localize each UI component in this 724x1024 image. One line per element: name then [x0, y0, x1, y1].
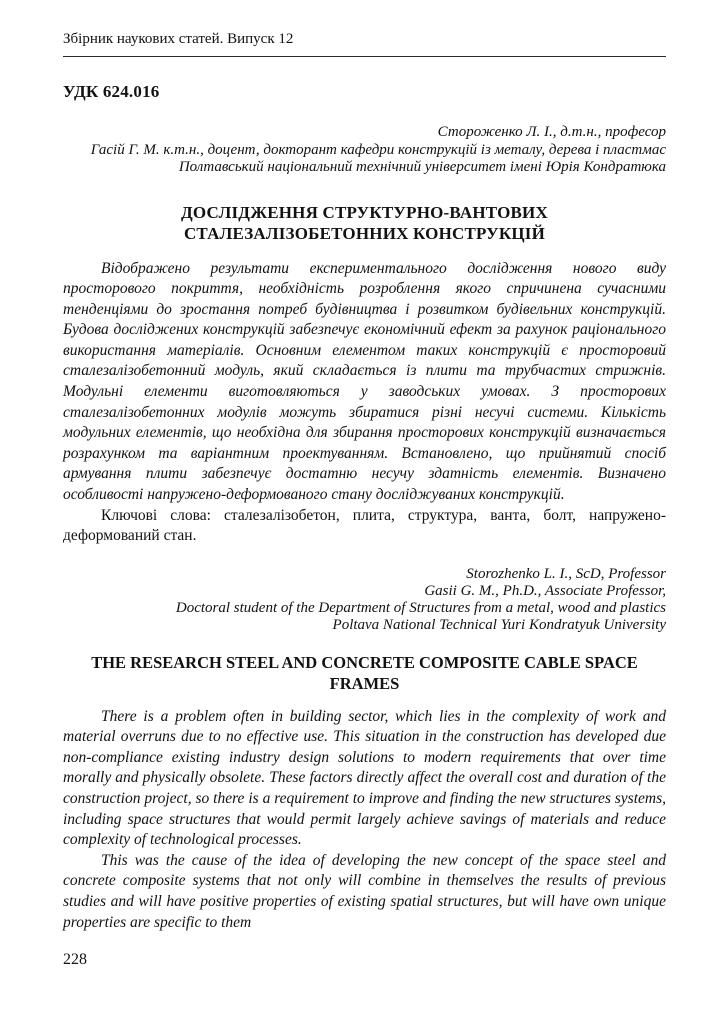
article-title-ua-line-1: ДОСЛІДЖЕННЯ СТРУКТУРНО-ВАНТОВИХ [181, 202, 548, 222]
article-title-ua [63, 202, 666, 244]
author-en-line-1: Storozhenko L. I., ScD, Professor [466, 565, 666, 582]
running-header [63, 30, 666, 57]
running-header-text: Збірник наукових статей. Випуск 12 [63, 31, 294, 47]
author-en-line-4: Poltava National Technical Yuri Kondratyuk University [332, 617, 666, 634]
authors-ua-block [63, 124, 666, 177]
article-title-en-line-1: THE RESEARCH STEEL AND CONCRETE COMPOSITE CABLE SPACE [91, 652, 638, 672]
author-ua-line-1: Стороженко Л. І., д.т.н., професор [437, 124, 666, 140]
article-title-ua-line-2: СТАЛЕЗАЛІЗОБЕТОННИХ КОНСТРУКЦІЙ [183, 223, 546, 243]
abstract-ua: Відображено результати експериментального дослідження нового виду просторового покриття, необхідність розроблення якого спричинена сучасними тенденціями до зростання потреб будівництва і розвитком будівельних конструкцій. Будова досліджених конструкцій забезпечує економічний ефект за рахунок раціонального використання матеріалів. Основним елементом таких конструкцій є просторовий сталезалізобетонний модуль, який складається із плити та трубчастих стрижнів. Модульні елементи виготовляються у заводських умовах. З просторових сталезалізобетонних модулів можуть збиратися різні несучі системи. Кількість модульних елементів, що необхідна для збирання просторових конструкцій визначається розрахунком та варіантним проектуванням. Встановлено, що прийнятий спосіб армування плити забезпечує достатню несучу здатність елементів. Визначено особливості напружено-деформованого стану досліджуваних конструкцій. [63, 259, 666, 504]
author-en-line-2: Gasii G. M., Ph.D., Associate Professor, [424, 583, 666, 600]
abstract-en-paragraph-2: This was the cause of the idea of developing the new concept of the space steel and concrete composite systems that not only will combine in themselves the results of previous studies and will have positive properties of existing spatial structures, but will have own unique properties are specific to them [63, 851, 666, 931]
abstract-en-paragraph-1: There is a problem often in building sector, which lies in the complexity of work and material overruns due to no effective use. This situation in the construction has developed due non-compliance existing industry design solutions to modern requirements that over time morally and physically obsolete. These factors directly affect the overall cost and duration of the construction project, so there is a requirement to improve and finding the new structures systems, including space structures that would permit largely achieve savings of materials and reduce complexity of technological processes. [63, 707, 666, 849]
author-ua-line-2: Гасій Г. М. к.т.н., доцент, докторант кафедри конструкцій із металу, дерева і пластмас [90, 141, 666, 158]
authors-en-block [63, 566, 666, 635]
article-title-en-line-2: FRAMES [329, 673, 400, 693]
article-title-en [63, 652, 666, 694]
author-ua-line-3: Полтавський національний технічний університет імені Юрія Кондратюка [178, 159, 666, 175]
author-en-line-3: Doctoral student of the Department of Structures from a metal, wood and plastics [175, 600, 666, 617]
udc-code: УДК 624.016 [63, 82, 160, 101]
page-number: 228 [63, 951, 87, 968]
keywords-ua: Ключові слова: сталезалізобетон, плита, структура, ванта, болт, напружено-деформований стан. [63, 506, 666, 545]
